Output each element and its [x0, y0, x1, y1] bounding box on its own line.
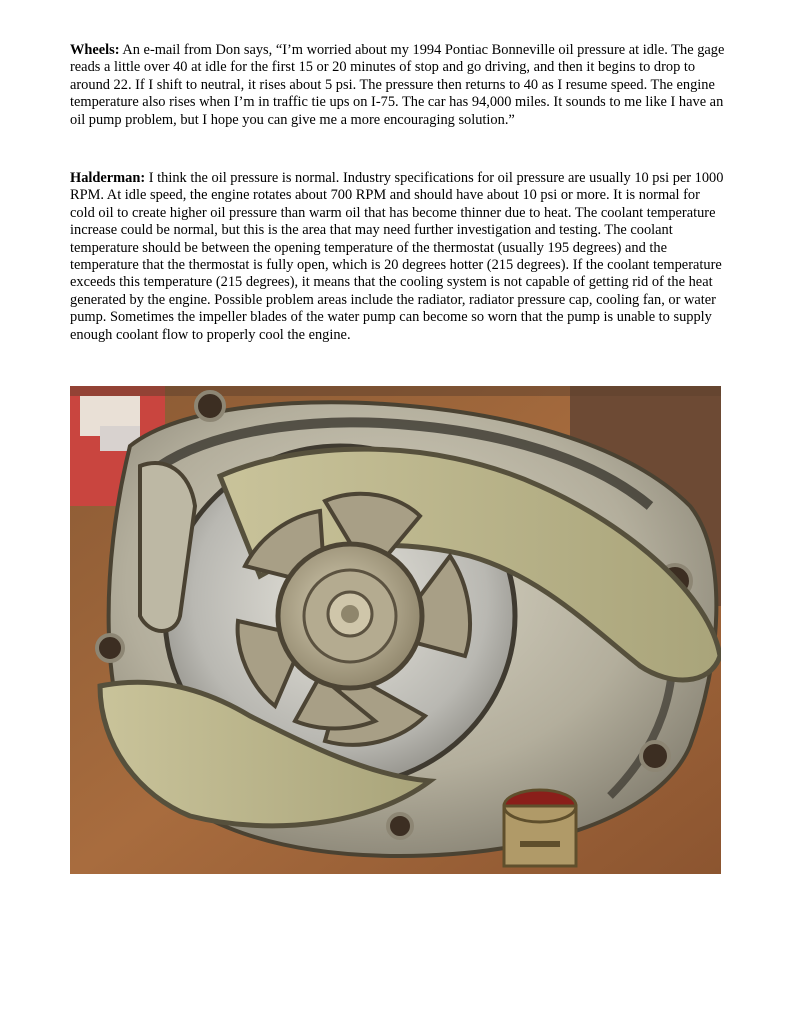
answer-text: I think the oil pressure is normal. Industry specifications for oil pressure are usually 10 psi per 1000 RPM. At idle speed, the engine rotates about 700 RPM and should have about 10 psi or more. It is normal for cold oil to create higher oil pressure than warm oil that has become thinner due to heat. The coolant temperature increase could be normal, but this is the area that may need further investigation and testing. The coolant temperature should be between the opening temperature of the thermostat (usually 195 degrees) and the temperature that the thermostat is fully open, which is 20 degrees hotter (215 degrees). If the coolant temperature exceeds this temperature (215 degrees), it means that the cooling system is not capable of getting rid of the heat generated by the engine. Possible problem areas include the radiator, radiator pressure cap, cooling fan, or water pump. Sometimes the impeller blades of the water pump can become so worn that the pump is unable to supply enough coolant flow to properly cool the engine.: [70, 170, 724, 343]
answer-lead: Halderman:: [70, 170, 146, 186]
question-text: An e-mail from Don says, “I’m worried about my 1994 Pontiac Bonneville oil pressure at idle. The gage reads a little over 40 at idle for the first 15 or 20 minutes of stop and go driving, and then it begins to drop to around 22. If I shift to neutral, it rises about 5 psi. The pressure then returns to 40 as I resume speed. The engine temperature also rises when I’m in traffic tie ups on I-75. The car has 94,000 miles. It sounds to me like I have an oil pump problem, but I hope you can give me a more encouraging solution.”: [70, 42, 725, 128]
answer-paragraph: [70, 170, 725, 344]
question-lead: Wheels:: [70, 42, 120, 58]
question-paragraph: [70, 42, 725, 129]
water-pump-photo: [70, 386, 721, 874]
